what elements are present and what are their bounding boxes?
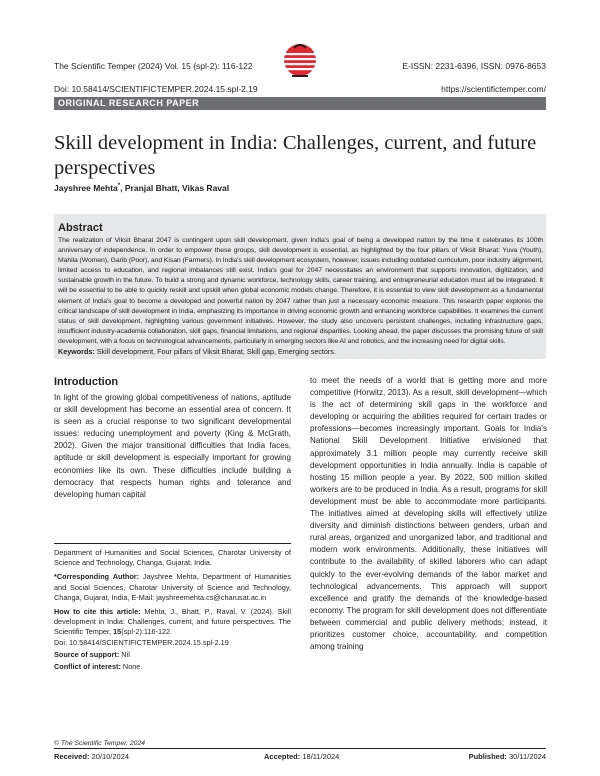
journal-citation: The Scientific Temper (2024) Vol. 15 (spl-2): 116-122 xyxy=(54,61,253,71)
keywords-list: Skill development, Four pillars of Viksit Bharat, Skill gap, Emerging sectors. xyxy=(94,347,336,356)
abstract-text: The realization of Viksit Bharat 2047 is contingent upon skill development, given India's goal of being a developed nation by the time it celebrates its 100th anniversary of independence. In order to empower these groups, skill development is essential, as highlighted by the four pillars of Viksit Bharat: Yuva (Youth), Mahila (Women), Garib (Poor), and Kisan (Farmers). In India's skill development ecosystem, however, issues including outdated curriculum, poor industry alignment, limited access to education, and regional imbalances still exist. India's goal for 2047 necessitates an environment that supports innovation, digitization, and sustainable growth in the future. To build a strong and dynamic workforce, technology skills, career training, and entrepreneurial education must all be integrated. It will be essential to be able to quickly reskill and upskill when global economic models change. Therefore, it is essential to view skill development as a fundamental element of India's goal to become a developed and powerful nation by 2047 rather than just a necessary economic measure. This research paper explores the critical landscape of skill development in India, emphasizing its importance in driving economic growth and enhancing workforce capabilities. It examines the current status of skill development, highlighting various government initiatives. However, the study also uncovers persistent challenges, including infrastructure gaps, insufficient industry-academia collaboration, skill gaps, financial limitations, and regional disparities. Looking ahead, the paper discusses the promising future of skill development, with a focus on technological advancements, particularly in emerging sectors like AI and robotics, and the increasing need for digital skills. xyxy=(58,237,543,345)
cite-volume: 15 xyxy=(113,627,122,637)
author-list xyxy=(54,183,229,193)
journal-url[interactable]: https://scientifictemper.com/ xyxy=(441,84,546,94)
conflict-of-interest xyxy=(54,662,291,672)
keywords-label: Keywords: xyxy=(58,347,95,356)
introduction-heading: Introduction xyxy=(54,376,119,388)
keywords xyxy=(58,347,336,356)
paper-title: Skill development in India: Challenges, current, and future perspectives xyxy=(54,132,537,179)
affiliation-doi: Doi: 10.58414/SCIENTIFICTEMPER.2024.15.spl-2.19 xyxy=(54,637,229,647)
copyright: © The Scientific Temper. 2024 xyxy=(54,740,146,747)
received-date xyxy=(54,752,129,761)
footer-divider xyxy=(54,748,546,749)
conflict-label: Conflict of interest: xyxy=(54,662,121,672)
department: Department of Humanities and Social Sciences, Charotar University of Science and Technology, Changa, Gujarat, India. xyxy=(54,548,291,568)
accepted-value: 18/11/2024 xyxy=(300,752,340,761)
introduction-right-column: to meet the needs of a world that is getting more and more competitive (Horwitz, 2013). As a result, skill development—which is the act of determining skill gaps in the workforce and developing or acquiring the abilities required for certain trades or professions—becomes increasingly important. Goals for India's National Skill Development Initiative envisioned that approximately 3.1 million people may currently receive skill development opportunities in India annually. India is capable of hosting 15 million people a year. By 2022, 500 million skilled workers are to be produced in India. As a result, programs for skill development must be able to accommodate more participants. The initiatives aimed at developing skills will effectively utilize diversity and diminish distinctions between genders, urban and rural areas, organized and unorganized labor, and traditional and modern work environments. Additionally, these initiatives will contribute to the availability of skilled laborers who can adapt quickly to the ever-evolving demands of the labor market and technological advancements. This approach will support excellence and gratify the demands of the knowledge-based economy. The program for skill development does not differentiate between commercial and public delivery methods; instead, it prioritizes customer choice, accountability, and competition among training xyxy=(310,376,547,652)
support-value: Nil xyxy=(119,649,130,659)
received-value: 20/10/2024 xyxy=(89,752,130,761)
published-value: 30/11/2024 xyxy=(506,752,546,761)
published-label: Published: xyxy=(468,752,507,761)
journal-header-right xyxy=(402,61,546,95)
corresponding-author xyxy=(54,572,291,603)
paper-type-banner: ORIGINAL RESEARCH PAPER xyxy=(54,97,546,110)
accepted-date xyxy=(264,752,339,761)
affiliation-divider xyxy=(54,543,291,544)
other-authors: , Pranjal Bhatt, Vikas Raval xyxy=(120,183,230,193)
corresponding-text: Jayshree Mehta, Department of Humanities and Social Sciences, Charotar University of Science and Technology, Changa, Gujarat, India, E-Mail: jayshreemehta.cs@charusat.ac.in xyxy=(54,572,292,602)
support-label: Source of support: xyxy=(54,649,120,659)
received-label: Received: xyxy=(54,752,90,761)
source-of-support xyxy=(54,650,291,660)
corresponding-label: *Corresponding Author: xyxy=(54,572,140,582)
cite-text: Mehta, J., Bhatt, P., Raval, V. (2024). Skill development in India: Challenges, current, and future perspectives. The Scientific Temper, xyxy=(54,607,291,637)
conflict-value: None. xyxy=(120,662,143,672)
abstract-heading: Abstract xyxy=(58,222,103,234)
published-date xyxy=(469,752,546,761)
header-doi: Doi: 10.58414/SCIENTIFICTEMPER.2024.15.spl-2.19 xyxy=(54,84,258,94)
journal-logo-icon xyxy=(280,42,320,78)
affiliation-block xyxy=(54,548,291,676)
journal-header-left xyxy=(54,61,258,95)
corresponding-mark: * xyxy=(117,183,121,190)
accepted-label: Accepted: xyxy=(264,752,301,761)
cite-label: How to cite this article: xyxy=(54,607,141,617)
introduction-left-column: In light of the growing global competitiveness of nations, aptitude or skill development has become an essential area of concern. It is seen as a crucial response to two significant developmental issues: reducing unemployment and poverty (King & McGrath, 2002). Given the major transitional difficulties that India faces, aptitude or skill development is especially important for growing economies like its own. These difficulties include building a democracy that respects human rights and tolerance and developing human capital xyxy=(54,393,291,499)
cite-tail: (spl-2):116-122. xyxy=(121,627,173,637)
author-1: Jayshree Mehta xyxy=(54,183,118,193)
how-to-cite xyxy=(54,607,291,638)
issn: E-ISSN: 2231-6396, ISSN: 0976-8653 xyxy=(402,61,546,71)
